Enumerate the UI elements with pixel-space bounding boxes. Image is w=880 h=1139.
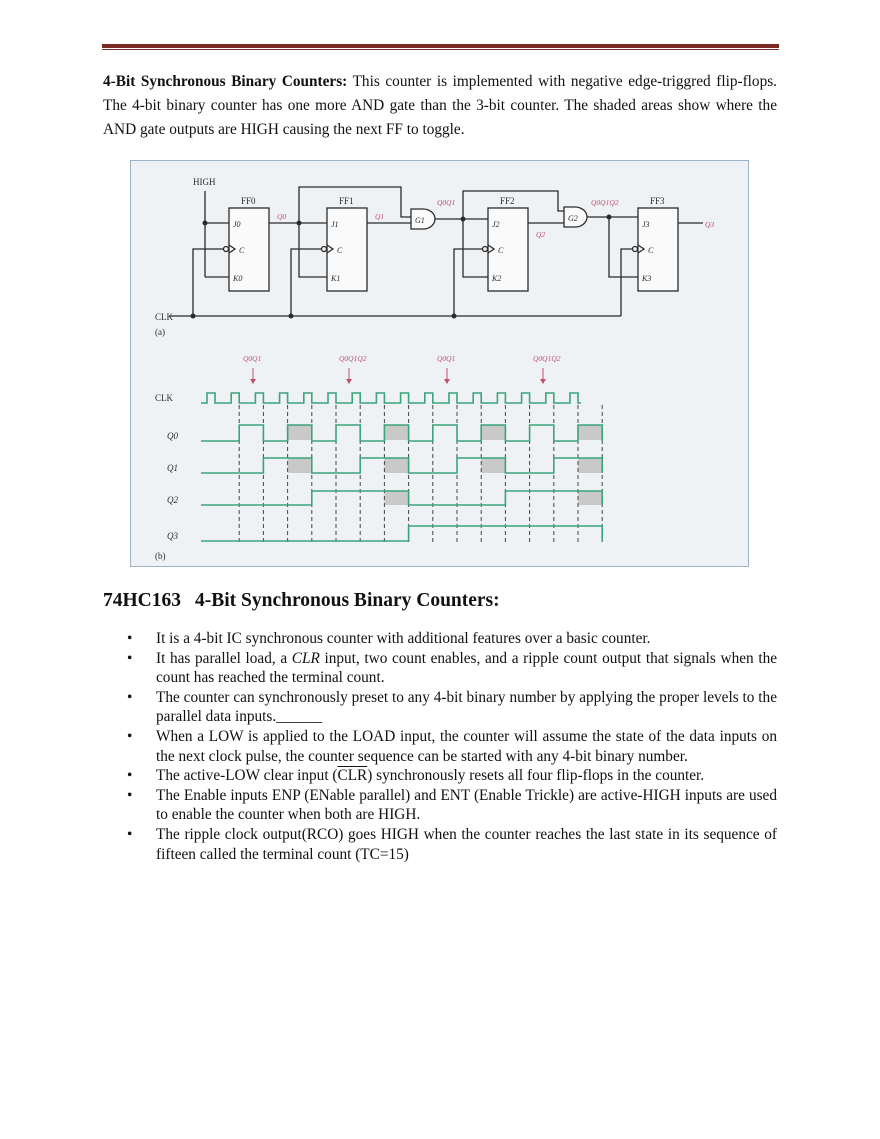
list-item: • The Enable inputs ENP (ENable parallel) and ENT (Enable Trickle) are active-HIGH inputs are used to enable the counter when both are HIGH. bbox=[127, 786, 777, 824]
marker-label: Q0Q1Q2 bbox=[533, 354, 561, 363]
shade-q1 bbox=[481, 458, 505, 473]
shade-q2 bbox=[384, 491, 408, 505]
shade-q2 bbox=[578, 491, 602, 505]
header-rule bbox=[102, 44, 779, 48]
high-label: HIGH bbox=[193, 177, 216, 187]
shade-q0 bbox=[384, 425, 408, 440]
intro-paragraph bbox=[103, 70, 777, 142]
k-label: K0 bbox=[233, 274, 243, 283]
output-label: Q1 bbox=[375, 212, 385, 221]
c-label: C bbox=[498, 246, 504, 255]
ff-name: FF0 bbox=[241, 196, 256, 206]
shade-q0 bbox=[288, 425, 312, 440]
j-label: J3 bbox=[642, 220, 650, 229]
k-label: K2 bbox=[492, 274, 502, 283]
figure-label-b: (b) bbox=[155, 551, 166, 561]
c-label: C bbox=[648, 246, 654, 255]
gate-label: G2 bbox=[568, 214, 578, 223]
shade-q1 bbox=[578, 458, 602, 473]
intro-text: This counter is implemented with negative edge-triggred flip-flops. The 4-bit binary counter has one more AND gate than the 3-bit counter. The shaded areas show where the AND gate outputs are HIGH causing the next FF to toggle. bbox=[103, 73, 777, 138]
list-item: • The ripple clock output(RCO) goes HIGH when the counter reaches the last state in its sequence of fifteen called the terminal count (TC=15) bbox=[127, 825, 777, 863]
counter-figure bbox=[130, 160, 749, 567]
signal-label: Q0 bbox=[167, 431, 178, 441]
marker-label: Q0Q1 bbox=[243, 354, 262, 363]
c-label: C bbox=[239, 246, 245, 255]
j-label: J0 bbox=[233, 220, 241, 229]
gate-output-label: Q0Q1Q2 bbox=[591, 198, 619, 207]
section-title: 4-Bit Synchronous Binary Counters: bbox=[195, 590, 500, 611]
output-label: Q0 bbox=[277, 212, 287, 221]
signal-label: Q3 bbox=[167, 531, 178, 541]
marker-label: Q0Q1Q2 bbox=[339, 354, 367, 363]
intro-heading: 4-Bit Synchronous Binary Counters: bbox=[103, 73, 348, 90]
q3-waveform bbox=[201, 526, 602, 541]
marker-label: Q0Q1 bbox=[437, 354, 456, 363]
j-label: J1 bbox=[331, 220, 339, 229]
gate-output-label: Q0Q1 bbox=[437, 198, 456, 207]
k-label: K3 bbox=[642, 274, 652, 283]
list-item: • It has parallel load, a CLR input, two count enables, and a ripple count output that signals when the count has reached the terminal count. bbox=[127, 649, 778, 687]
shade-q1 bbox=[384, 458, 408, 473]
ff-name: FF2 bbox=[500, 196, 515, 206]
output-label: Q3 bbox=[705, 220, 715, 229]
header-rule-thin bbox=[102, 49, 779, 50]
clk-waveform bbox=[201, 393, 581, 403]
list-item: • The counter can synchronously preset to any 4-bit binary number by applying the proper levels to the parallel data inputs.______ bbox=[127, 688, 777, 726]
list-item: • It is a 4-bit IC synchronous counter with additional features over a basic counter. bbox=[127, 630, 651, 647]
clk-label: CLK bbox=[155, 312, 173, 322]
signal-label: CLK bbox=[155, 393, 173, 403]
output-label: Q2 bbox=[536, 230, 546, 239]
shade-q0 bbox=[481, 425, 505, 440]
feature-list bbox=[103, 629, 777, 864]
gate-label: G1 bbox=[415, 216, 425, 225]
shade-q0 bbox=[578, 425, 602, 440]
section-heading bbox=[103, 590, 500, 612]
ff-name: FF1 bbox=[339, 196, 354, 206]
shade-q1 bbox=[288, 458, 312, 473]
j-label: J2 bbox=[492, 220, 500, 229]
signal-label: Q1 bbox=[167, 463, 178, 473]
part-number: 74HC163 bbox=[103, 590, 181, 611]
figure-label-a: (a) bbox=[155, 327, 165, 337]
signal-label: Q2 bbox=[167, 495, 178, 505]
list-item: • The active-LOW clear input $(\overline{CLR})$ synchronously resets all four flip-flops in the counter. bbox=[127, 767, 705, 785]
c-label: C bbox=[337, 246, 343, 255]
list-item: • When a LOW is applied to the LOAD input, the counter will assume the state of the data inputs on the next clock pulse, the counter sequence can be started with any 4-bit binary number. bbox=[127, 727, 777, 765]
ff-name: FF3 bbox=[650, 196, 665, 206]
k-label: K1 bbox=[331, 274, 341, 283]
